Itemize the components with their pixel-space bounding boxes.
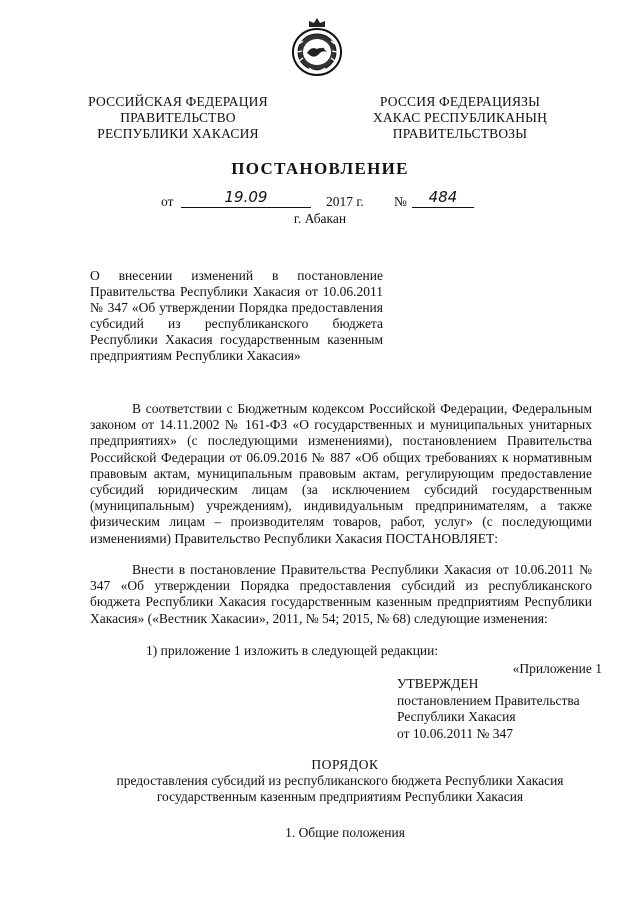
date-field-handwritten: 19.09 <box>181 190 311 208</box>
number-field-handwritten: 484 <box>412 190 474 208</box>
document-subject: О внесении изменений в постановление Правительства Республики Хакасия от 10.06.2011 № 347 «Об утверждении Порядка предоставления субсидий из республиканского бюджета Республики Хакасия государственным казенным предприятиям Республики Хакасия» <box>90 268 383 363</box>
approval-line: Республики Хакасия <box>397 709 516 724</box>
header-right-line: РОССИЯ ФЕДЕРАЦИЯЗЫ <box>379 94 541 109</box>
header-left-line: РОССИЙСКАЯ ФЕДЕРАЦИЯ <box>88 94 268 109</box>
preamble-paragraph: В соответствии с Бюджетным кодексом Российской Федерации, Федеральным законом от 14.11.2002 № 161-ФЗ «О государственных и муниципальных унитарных предприятиях» (с последующими изменениями), постановлением Правительства Российской Федерации от 06.09.2016 № 887 «Об общих требованиях к нормативным правовым актам, муниципальным правовым актам, регулирующим предоставление субсидий юридическим лицам (за исключением субсидий государственным (муниципальным) учреждениям), индивидуальным предпринимателям, а также физическим лицам – производителям товаров, работ, услуг» (с последующими изменениями) Правительство Республики Хакасия ПОСТАНОВЛЯЕТ: <box>90 401 592 546</box>
procedure-title <box>60 773 620 805</box>
dateline-year: 2017 г. <box>326 194 364 209</box>
coat-of-arms-emblem-icon <box>289 16 345 78</box>
header-left-ru <box>78 94 278 142</box>
document-type-title: ПОСТАНОВЛЕНИЕ <box>231 159 409 178</box>
header-right-line: ХАКАС РЕСПУБЛИКАНЫҢ <box>372 110 548 125</box>
approval-line: постановлением Правительства <box>397 692 580 708</box>
procedure-heading: ПОРЯДОК <box>311 757 379 772</box>
header-right-line: ПРАВИТЕЛЬСТВОЗЫ <box>392 126 528 141</box>
approval-line: УТВЕРЖДЕН <box>397 676 479 691</box>
appendix-label: «Приложение 1 <box>512 661 602 676</box>
header-right-khakas <box>360 94 560 142</box>
amendment-item-1: 1) приложение 1 изложить в следующей редакции: <box>146 643 439 658</box>
header-left-line: ПРАВИТЕЛЬСТВО <box>120 110 236 125</box>
resolution-paragraph: Внести в постановление Правительства Республики Хакасия от 10.06.2011 № 347 «Об утверждении Порядка предоставления субсидий из республиканского бюджета Республики Хакасия государственным казенным предприятиям Республики Хакасия» («Вестник Хакасии», 2011, № 54; 2015, № 68) следующие изменения: <box>90 562 592 626</box>
section-heading: 1. Общие положения <box>285 825 405 840</box>
procedure-title-line: предоставления субсидий из республиканского бюджета Республики Хакасия <box>116 773 564 788</box>
procedure-title-line: государственным казенным предприятиям Республики Хакасия <box>156 789 524 804</box>
dateline-prefix: от <box>161 194 174 209</box>
approval-line: от 10.06.2011 № 347 <box>397 725 513 741</box>
city-name: г. Абакан <box>293 211 347 226</box>
dateline-number-sign: № <box>394 194 407 209</box>
header-left-line: РЕСПУБЛИКИ ХАКАСИЯ <box>97 126 259 141</box>
approval-block <box>397 676 580 742</box>
